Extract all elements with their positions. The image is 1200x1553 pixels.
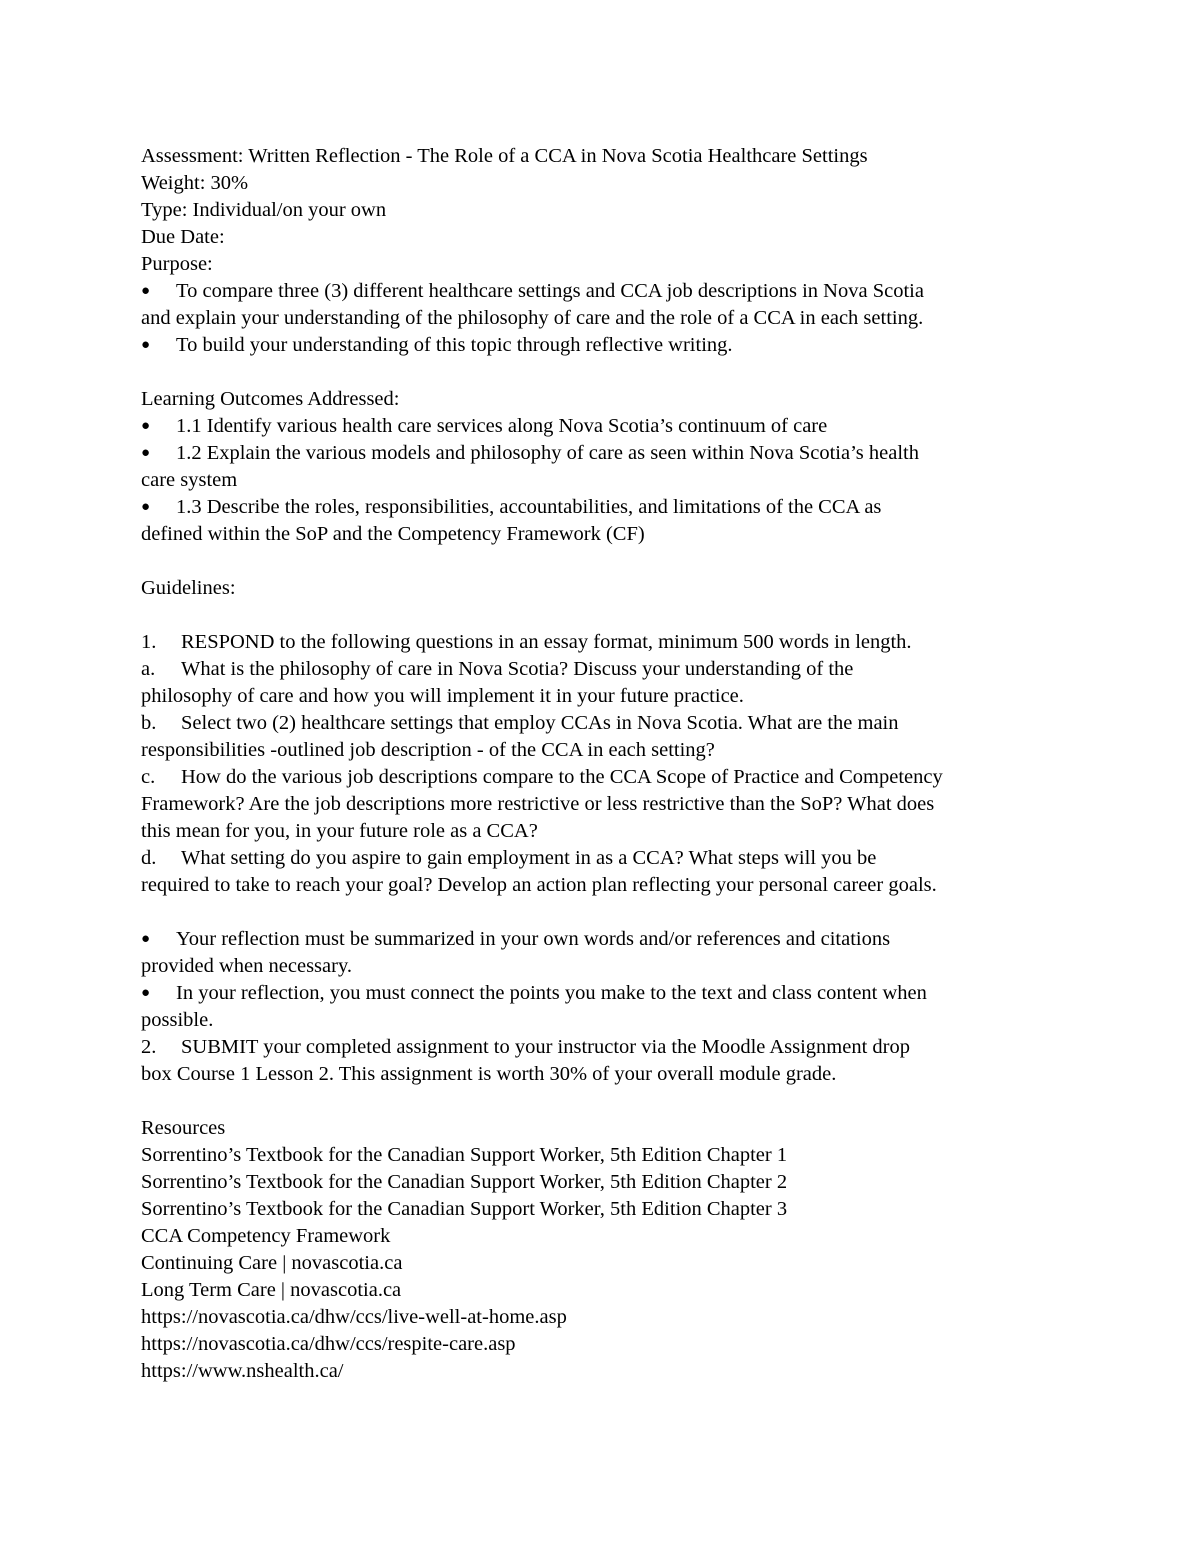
resource-link[interactable]: https://novascotia.ca/dhw/ccs/live-well-at-home.asp	[141, 1306, 567, 1328]
resource-item: CCA Competency Framework	[141, 1225, 391, 1247]
question-continuation: responsibilities -outlined job description - of the CCA in each setting?	[141, 739, 715, 761]
question-item: b. Select two (2) healthcare settings that employ CCAs in Nova Scotia. What are the main	[141, 710, 1071, 737]
resource-item: Sorrentino’s Textbook for the Canadian Support Worker, 5th Edition Chapter 1	[141, 1144, 788, 1166]
step-number: 2.	[141, 1036, 157, 1058]
question-continuation: this mean for you, in your future role as a CCA?	[141, 820, 538, 842]
question-label: b.	[141, 712, 157, 734]
resource-link[interactable]: Long Term Care | novascotia.ca	[141, 1279, 402, 1301]
bullet-icon: ●	[141, 499, 151, 515]
question-continuation: Framework? Are the job descriptions more restrictive or less restrictive than the SoP? What does	[141, 793, 935, 815]
resource-link[interactable]: https://www.nshealth.ca/	[141, 1360, 344, 1382]
resources-list	[141, 1142, 1071, 1385]
question-label: a.	[141, 658, 156, 680]
step-1: 1. RESPOND to the following questions in an essay format, minimum 500 words in length.	[141, 629, 1071, 656]
question-continuation: philosophy of care and how you will implement it in your future practice.	[141, 685, 744, 707]
purpose-list	[141, 278, 1071, 359]
bullet-icon: ●	[141, 931, 151, 947]
step-2-continuation: box Course 1 Lesson 2. This assignment is worth 30% of your overall module grade.	[141, 1063, 837, 1085]
list-item-continuation: care system	[141, 469, 238, 491]
question-label: c.	[141, 766, 156, 788]
question-label: d.	[141, 847, 157, 869]
notes-list	[141, 926, 1071, 1034]
question-item: c. How do the various job descriptions compare to the CCA Scope of Practice and Competency	[141, 764, 1071, 791]
bullet-icon: ●	[141, 337, 151, 353]
list-item: ● In your reflection, you must connect the points you make to the text and class content when	[141, 980, 1071, 1007]
weight-line: Weight: 30%	[141, 172, 249, 194]
list-item: ● To compare three (3) different healthcare settings and CCA job descriptions in Nova Scotia	[141, 278, 1071, 305]
list-item: ● Your reflection must be summarized in your own words and/or references and citations	[141, 926, 1071, 953]
list-item-continuation: possible.	[141, 1009, 214, 1031]
list-item-continuation: defined within the SoP and the Competency Framework (CF)	[141, 523, 645, 545]
list-item-continuation: and explain your understanding of the philosophy of care and the role of a CCA in each setting.	[141, 307, 924, 329]
question-continuation: required to take to reach your goal? Develop an action plan reflecting your personal career goals.	[141, 874, 937, 896]
bullet-icon: ●	[141, 283, 151, 299]
bullet-icon: ●	[141, 445, 151, 461]
guidelines-heading: Guidelines:	[141, 577, 236, 599]
questions-list	[141, 656, 1071, 899]
assessment-title: Assessment: Written Reflection - The Role of a CCA in Nova Scotia Healthcare Settings	[141, 145, 868, 167]
due-date-line: Due Date:	[141, 226, 225, 248]
document-body	[141, 143, 1071, 1385]
list-item: ● 1.3 Describe the roles, responsibilities, accountabilities, and limitations of the CCA as	[141, 494, 1071, 521]
list-item-continuation: provided when necessary.	[141, 955, 352, 977]
list-item: ● 1.2 Explain the various models and philosophy of care as seen within Nova Scotia’s health	[141, 440, 1071, 467]
step-2: 2. SUBMIT your completed assignment to your instructor via the Moodle Assignment drop	[141, 1034, 1071, 1061]
resource-item: Sorrentino’s Textbook for the Canadian Support Worker, 5th Edition Chapter 3	[141, 1198, 788, 1220]
question-item: a. What is the philosophy of care in Nova Scotia? Discuss your understanding of the	[141, 656, 1071, 683]
question-item: d. What setting do you aspire to gain employment in as a CCA? What steps will you be	[141, 845, 1071, 872]
resources-heading: Resources	[141, 1117, 226, 1139]
resource-link[interactable]: https://novascotia.ca/dhw/ccs/respite-care.asp	[141, 1333, 516, 1355]
outcomes-heading: Learning Outcomes Addressed:	[141, 388, 400, 410]
resource-link[interactable]: Continuing Care | novascotia.ca	[141, 1252, 403, 1274]
bullet-icon: ●	[141, 418, 151, 434]
outcomes-list	[141, 413, 1071, 548]
type-line: Type: Individual/on your own	[141, 199, 387, 221]
step-number: 1.	[141, 631, 157, 653]
purpose-label: Purpose:	[141, 253, 213, 275]
bullet-icon: ●	[141, 985, 151, 1001]
resource-item: Sorrentino’s Textbook for the Canadian Support Worker, 5th Edition Chapter 2	[141, 1171, 788, 1193]
list-item: ● To build your understanding of this topic through reflective writing.	[141, 332, 1071, 359]
list-item: ● 1.1 Identify various health care services along Nova Scotia’s continuum of care	[141, 413, 1071, 440]
